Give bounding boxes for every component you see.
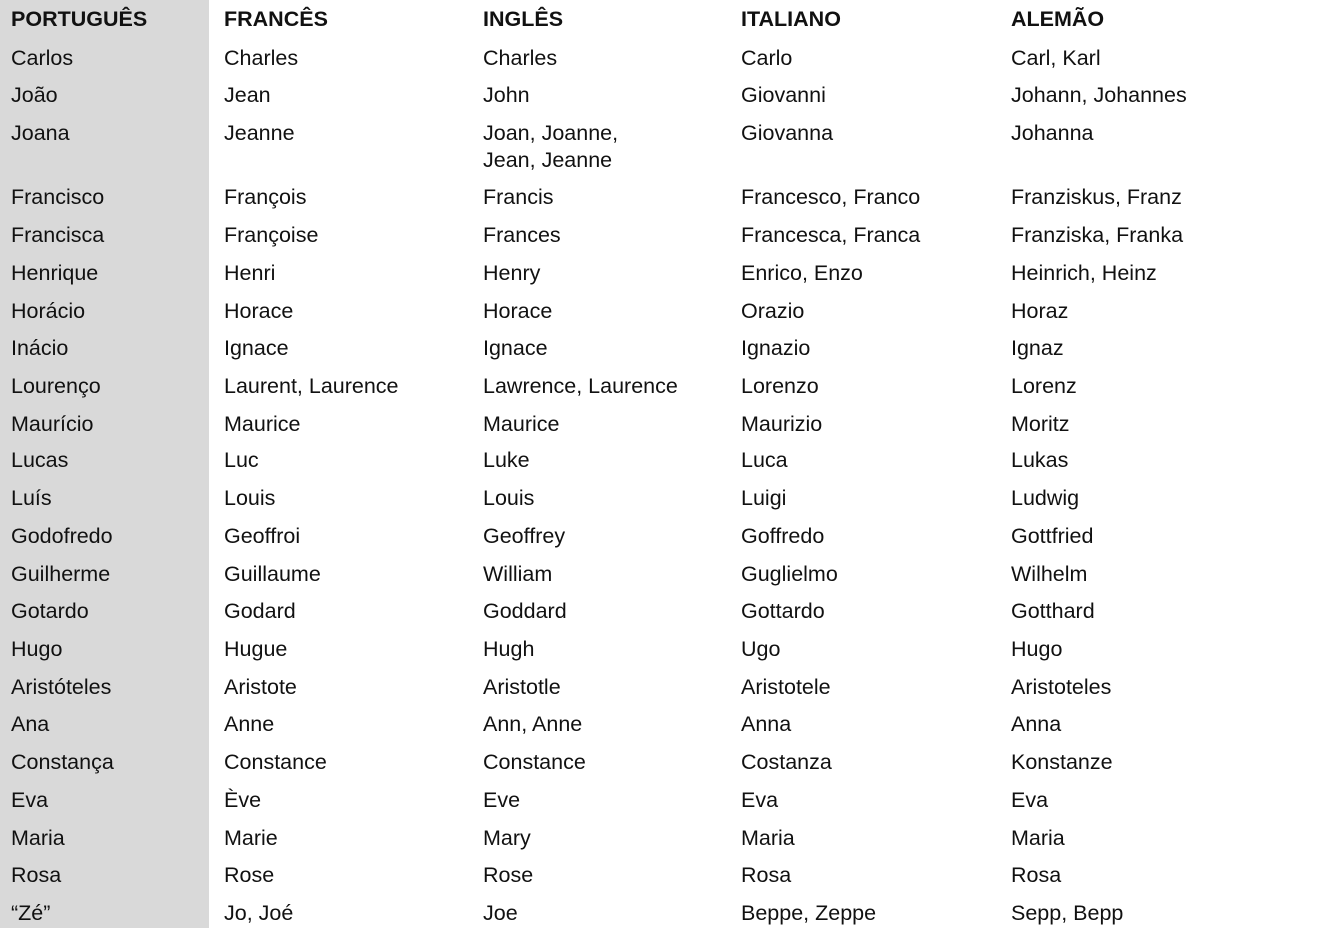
cell-italian: Francesco, Franco xyxy=(741,185,921,209)
cell-italian: Guglielmo xyxy=(741,562,838,586)
cell-german: Lorenz xyxy=(1011,374,1077,398)
cell-portuguese: Lucas xyxy=(11,448,69,472)
cell-portuguese: Horácio xyxy=(11,299,86,323)
cell-italian: Giovanna xyxy=(741,121,834,145)
cell-portuguese: Francisco xyxy=(11,185,105,209)
header-german: ALEMÃO xyxy=(1011,7,1105,31)
cell-italian: Anna xyxy=(741,712,792,736)
cell-portuguese: Lourenço xyxy=(11,374,101,398)
cell-english: Mary xyxy=(483,826,531,850)
cell-italian: Costanza xyxy=(741,750,832,774)
cell-italian: Maria xyxy=(741,826,795,850)
cell-italian: Eva xyxy=(741,788,779,812)
cell-french: Hugue xyxy=(224,637,288,661)
cell-french: Guillaume xyxy=(224,562,321,586)
cell-portuguese: Maria xyxy=(11,826,65,850)
cell-portuguese: Francisca xyxy=(11,223,105,247)
cell-english: Ignace xyxy=(483,336,548,360)
cell-portuguese: Eva xyxy=(11,788,49,812)
cell-french: Louis xyxy=(224,486,276,510)
cell-german: Carl, Karl xyxy=(1011,46,1101,70)
cell-french: Anne xyxy=(224,712,275,736)
cell-english: Rose xyxy=(483,863,534,887)
header-portuguese: PORTUGUÊS xyxy=(11,7,148,31)
cell-french: Jo, Joé xyxy=(224,901,294,925)
cell-french: Constance xyxy=(224,750,327,774)
cell-french: Rose xyxy=(224,863,275,887)
cell-english: Ann, Anne xyxy=(483,712,583,736)
cell-german: Franziskus, Franz xyxy=(1011,185,1182,209)
cell-french: Françoise xyxy=(224,223,319,247)
cell-german: Konstanze xyxy=(1011,750,1113,774)
cell-italian: Enrico, Enzo xyxy=(741,261,863,285)
cell-english: Lawrence, Laurence xyxy=(483,374,678,398)
cell-german: Anna xyxy=(1011,712,1062,736)
cell-english-line-2: Jean, Jeanne xyxy=(483,148,613,172)
cell-portuguese: Godofredo xyxy=(11,524,113,548)
cell-italian: Giovanni xyxy=(741,83,826,107)
cell-german: Franziska, Franka xyxy=(1011,223,1184,247)
cell-german: Johann, Johannes xyxy=(1011,83,1187,107)
cell-french: François xyxy=(224,185,307,209)
cell-italian: Beppe, Zeppe xyxy=(741,901,877,925)
cell-portuguese: Guilherme xyxy=(11,562,111,586)
cell-portuguese: Joana xyxy=(11,121,70,145)
cell-english: Joe xyxy=(483,901,518,925)
cell-french: Maurice xyxy=(224,412,301,436)
cell-portuguese: João xyxy=(11,83,58,107)
cell-french: Charles xyxy=(224,46,299,70)
cell-english: John xyxy=(483,83,530,107)
cell-italian: Gottardo xyxy=(741,599,825,623)
header-italian: ITALIANO xyxy=(741,7,841,31)
cell-french: Jean xyxy=(224,83,271,107)
cell-english xyxy=(483,120,618,174)
cell-english: Horace xyxy=(483,299,553,323)
cell-portuguese: Henrique xyxy=(11,261,99,285)
cell-english: Frances xyxy=(483,223,561,247)
cell-italian: Lorenzo xyxy=(741,374,819,398)
cell-german: Horaz xyxy=(1011,299,1069,323)
cell-german: Lukas xyxy=(1011,448,1069,472)
cell-portuguese: “Zé” xyxy=(11,901,51,925)
cell-italian: Carlo xyxy=(741,46,793,70)
cell-italian: Goffredo xyxy=(741,524,825,548)
cell-german: Wilhelm xyxy=(1011,562,1088,586)
cell-english: Hugh xyxy=(483,637,535,661)
cell-german: Gottfried xyxy=(1011,524,1094,548)
cell-portuguese: Constança xyxy=(11,750,114,774)
cell-portuguese: Ana xyxy=(11,712,50,736)
cell-portuguese: Maurício xyxy=(11,412,94,436)
cell-english: Geoffrey xyxy=(483,524,566,548)
cell-german: Sepp, Bepp xyxy=(1011,901,1124,925)
cell-portuguese: Aristóteles xyxy=(11,675,112,699)
cell-german: Ludwig xyxy=(1011,486,1080,510)
cell-italian: Orazio xyxy=(741,299,805,323)
cell-german: Maria xyxy=(1011,826,1065,850)
cell-german: Aristoteles xyxy=(1011,675,1112,699)
cell-english: William xyxy=(483,562,553,586)
cell-portuguese: Carlos xyxy=(11,46,74,70)
cell-english: Goddard xyxy=(483,599,567,623)
cell-portuguese: Luís xyxy=(11,486,52,510)
header-english: INGLÊS xyxy=(483,7,564,31)
cell-german: Gotthard xyxy=(1011,599,1095,623)
cell-german: Hugo xyxy=(1011,637,1063,661)
cell-german: Johanna xyxy=(1011,121,1094,145)
cell-french: Godard xyxy=(224,599,296,623)
cell-english: Charles xyxy=(483,46,558,70)
cell-french: Luc xyxy=(224,448,259,472)
cell-italian: Luca xyxy=(741,448,788,472)
cell-italian: Rosa xyxy=(741,863,792,887)
cell-english: Louis xyxy=(483,486,535,510)
cell-portuguese: Gotardo xyxy=(11,599,89,623)
cell-portuguese: Rosa xyxy=(11,863,62,887)
cell-english: Aristotle xyxy=(483,675,561,699)
cell-italian: Maurizio xyxy=(741,412,823,436)
cell-english: Henry xyxy=(483,261,541,285)
cell-english: Eve xyxy=(483,788,521,812)
cell-german: Ignaz xyxy=(1011,336,1064,360)
cell-french: Jeanne xyxy=(224,121,295,145)
cell-english-line-1: Joan, Joanne, xyxy=(483,121,619,145)
cell-italian: Ugo xyxy=(741,637,781,661)
cell-french: Ignace xyxy=(224,336,289,360)
cell-italian: Francesca, Franca xyxy=(741,223,921,247)
cell-french: Marie xyxy=(224,826,278,850)
cell-german: Moritz xyxy=(1011,412,1070,436)
cell-english: Maurice xyxy=(483,412,560,436)
cell-french: Ève xyxy=(224,788,262,812)
cell-french: Horace xyxy=(224,299,294,323)
cell-french: Henri xyxy=(224,261,276,285)
cell-italian: Luigi xyxy=(741,486,787,510)
cell-french: Geoffroi xyxy=(224,524,301,548)
cell-english: Francis xyxy=(483,185,554,209)
cell-french: Laurent, Laurence xyxy=(224,374,399,398)
cell-english: Constance xyxy=(483,750,586,774)
cell-italian: Ignazio xyxy=(741,336,811,360)
cell-german: Rosa xyxy=(1011,863,1062,887)
cell-portuguese: Inácio xyxy=(11,336,69,360)
cell-german: Eva xyxy=(1011,788,1049,812)
cell-italian: Aristotele xyxy=(741,675,831,699)
cell-french: Aristote xyxy=(224,675,297,699)
cell-german: Heinrich, Heinz xyxy=(1011,261,1157,285)
header-french: FRANCÊS xyxy=(224,7,328,31)
cell-english: Luke xyxy=(483,448,530,472)
cell-portuguese: Hugo xyxy=(11,637,63,661)
